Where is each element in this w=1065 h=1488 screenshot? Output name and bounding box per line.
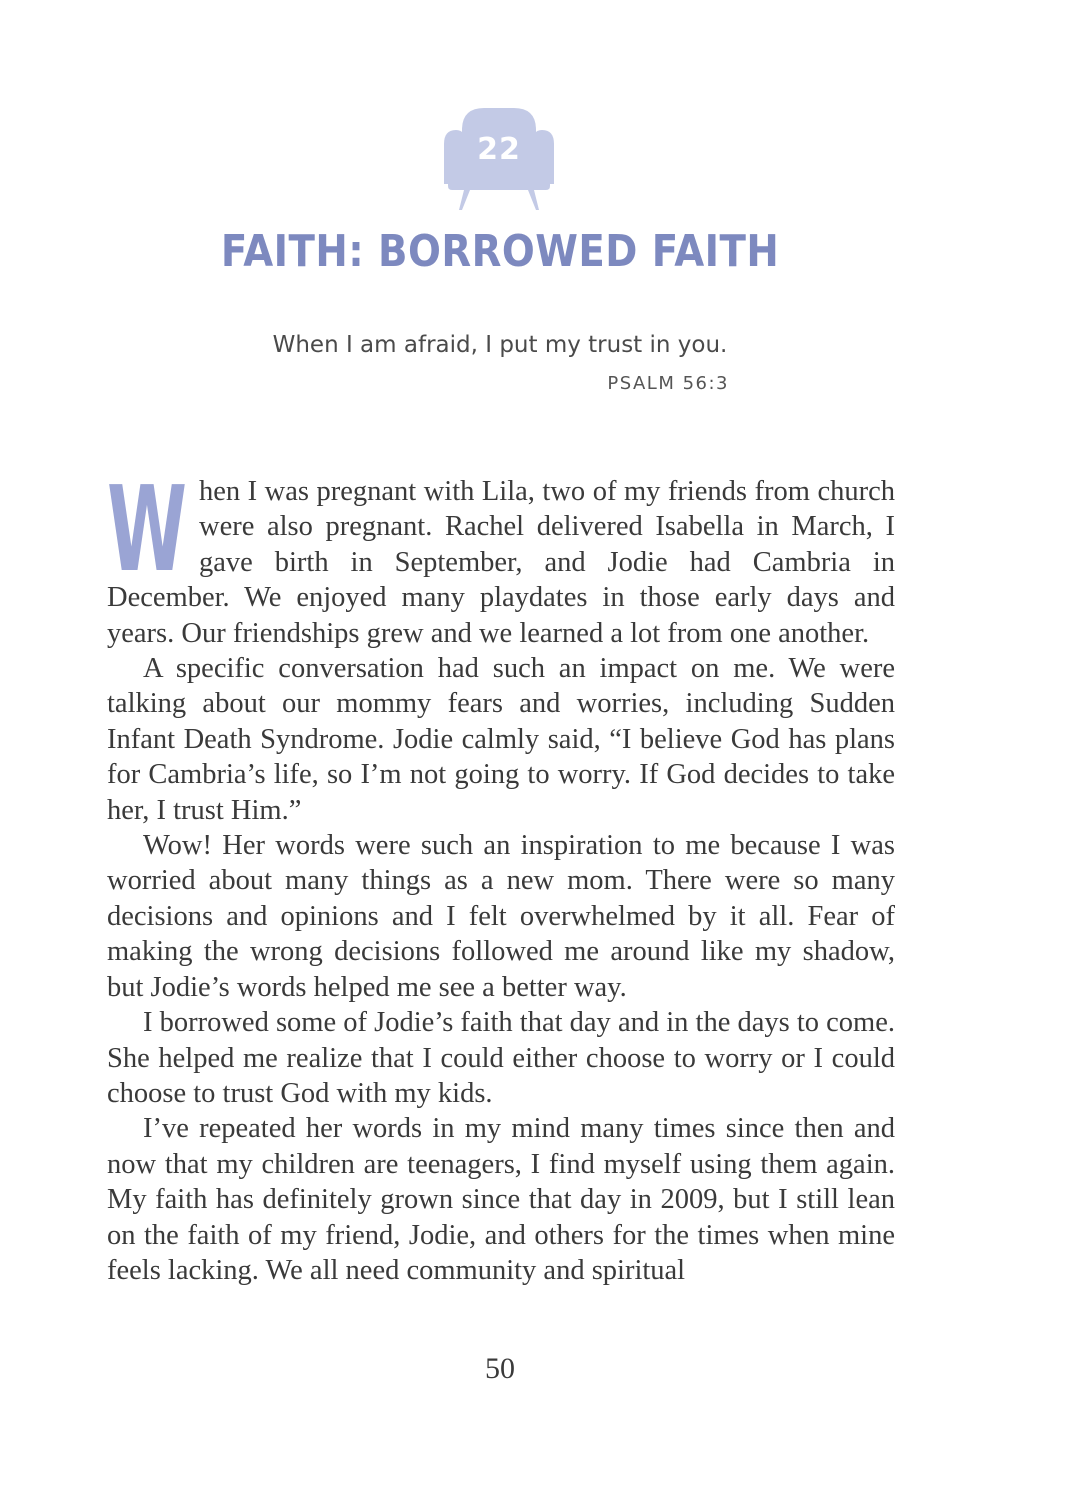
body-text: [107, 460, 895, 1288]
paragraph: A specific conversation had such an impact on me. We were talking about our mommy fears and worries, including Sudden Infant Death Syndrome. Jodie calmly said, “I believe God has plans for Cambria’s life, so I’m not going to worry. If God decides to take her, I trust Him.”: [107, 653, 895, 826]
page-number: 50: [485, 1352, 515, 1385]
chapter-number: 22: [477, 132, 521, 167]
epigraph-verse: When I am afraid, I put my trust in you.: [272, 332, 728, 358]
paragraph: W hen I was pregnant with Lila, two of my friends from church were also pregnant. Rachel delivered Isabella in March, I gave birth in September, and Jodie had Cambria in December. We enjoyed many playdates in those early days and years. Our friendships grew and we learned a lot from one another.: [107, 460, 895, 649]
paragraph: I borrowed some of Jodie’s faith that day and in the days to come. She helped me realize that I could either choose to worry or I could choose to trust God with my kids.: [107, 1007, 895, 1109]
drop-cap-letter: W: [107, 460, 187, 598]
paragraph: Wow! Her words were such an inspiration to me because I was worried about many things as a new mom. There were so many decisions and opinions and I felt overwhelmed by it all. Fear of making the wrong decisions followed me around like my shadow, but Jodie’s words helped me see a better way.: [107, 830, 895, 1003]
epigraph-reference: PSALM 56:3: [607, 373, 729, 394]
drop-cap: [107, 460, 187, 598]
paragraph: I’ve repeated her words in my mind many times since then and now that my children are teenagers, I find myself using them again. My faith has definitely grown since that day in 2009, but I still lean on the faith of my friend, Jodie, and others for the times when mine feels lacking. We all need community and spiritual: [107, 1113, 895, 1286]
chapter-title: FAITH: BORROWED FAITH: [220, 226, 780, 277]
